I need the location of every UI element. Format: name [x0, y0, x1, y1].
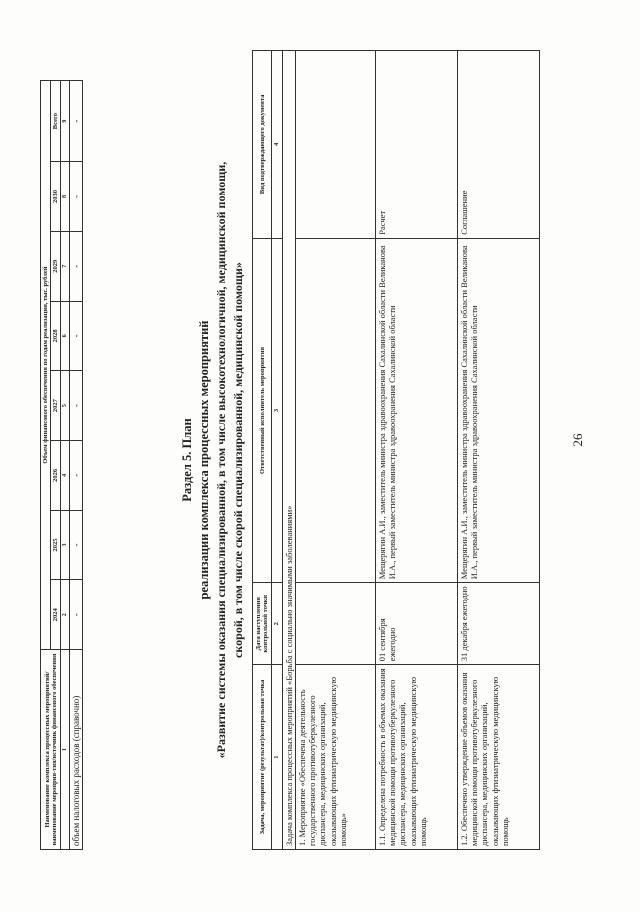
complex-title-line2: скорой, в том числе скорой специализированной, медицинской помощи» [231, 262, 245, 658]
measure-cell: 1.2. Обеспечено утверждение объемов оказания медицинской помощи противотуберкулезного диспансера, медицинских организаций, оказывающих фтизиатрическую медицинскую помощь [457, 665, 539, 850]
document-cell [295, 51, 375, 239]
task-row: Задача комплекса процессных мероприятий «Борьба с социально значимыми заболеваниями» [282, 51, 295, 850]
responsible-cell [295, 238, 375, 582]
section-subtitle: реализации комплекса процессных мероприятий [197, 320, 211, 600]
column-number: 6 [61, 301, 70, 371]
column-number: 8 [61, 162, 70, 232]
cell-value: - [70, 510, 83, 580]
header-document: Вид подтверждающего документа [253, 51, 272, 239]
finance-table [40, 80, 83, 850]
header-task: Задача, мероприятие (результат)/контрольная точка [253, 665, 272, 850]
column-number: 4 [61, 440, 70, 510]
column-number: 5 [61, 371, 70, 441]
year-header: 2028 [51, 301, 61, 371]
table-row [457, 51, 539, 850]
document-cell: Соглашение [457, 51, 539, 239]
date-cell: 31 декабря ежегодно [457, 583, 539, 665]
date-cell [295, 583, 375, 665]
header-responsible: Ответственный исполнитель мероприятия [253, 238, 272, 582]
responsible-cell: Мещерягин А.И., заместитель министра здравоохранения Сахалинской области Великанова И.А., первый заместитель министра здравоохранения Сахалинской области [457, 238, 539, 582]
cell-value: - [70, 371, 83, 441]
cell-value: - [70, 580, 83, 650]
year-header: 2026 [51, 440, 61, 510]
finance-name-header: Наименование комплекса процессных мероприятий/наименование мероприя-тия/источник финансового обеспечения [41, 650, 61, 850]
column-number: 2 [272, 583, 283, 665]
page-number: 26 [570, 433, 585, 447]
document-cell: Расчет [375, 51, 457, 239]
year-header: 2029 [51, 231, 61, 301]
year-header: 2025 [51, 510, 61, 580]
table-row [375, 51, 457, 850]
column-number: 7 [61, 231, 70, 301]
column-number: 2 [61, 580, 70, 650]
cell-value: - [70, 162, 83, 232]
year-header: 2024 [51, 580, 61, 650]
table-row [282, 51, 295, 850]
measure-cell: 1.1. Определена потребность в объемах оказания медицинской помощи противотуберкулезного диспансера, медицинских организаций, оказывающих фтизиатрическую медицинскую помощь [375, 665, 457, 850]
column-number: 3 [61, 510, 70, 580]
year-header: 2030 [51, 162, 61, 232]
plan-table [252, 50, 540, 850]
cell-value: - [70, 231, 83, 301]
cell-value: - [70, 81, 83, 162]
column-number: 9 [61, 81, 70, 162]
section-title: Раздел 5. План [180, 418, 194, 502]
cell-value: - [70, 301, 83, 371]
row-label: объем налоговых расходов (справочно) [70, 650, 83, 850]
total-header: Всего [51, 81, 61, 162]
year-header: 2027 [51, 371, 61, 441]
measure-cell: 1. Мероприятие «Обеспечена деятельность государственного противотуберкулезного диспансера, медицинских организаций, оказывающих фтизиатрическую медицинскую помощь» [295, 665, 375, 850]
column-number: 1 [61, 650, 70, 850]
date-cell: 01 сентября ежегодно [375, 583, 457, 665]
finance-group-header: Объем финансового обеспечения по годам реализации, тыс. рублей [41, 81, 51, 650]
header-date: Дата наступления контрольной точки [253, 583, 272, 665]
column-number: 1 [272, 665, 283, 850]
rotated-content [30, 40, 610, 860]
responsible-cell: Мещерягин А.И., заместитель министра здравоохранения Сахалинской области Великанова И.А., первый заместитель министра здравоохранения Сахалинской области [375, 238, 457, 582]
column-number: 3 [272, 238, 283, 582]
column-number: 4 [272, 51, 283, 239]
table-row [295, 51, 375, 850]
cell-value: - [70, 440, 83, 510]
complex-title-line1: «Развитие системы оказания специализированной, в том числе высокотехнологичной, медицинской помощи, [214, 161, 228, 759]
table-row [70, 81, 83, 850]
